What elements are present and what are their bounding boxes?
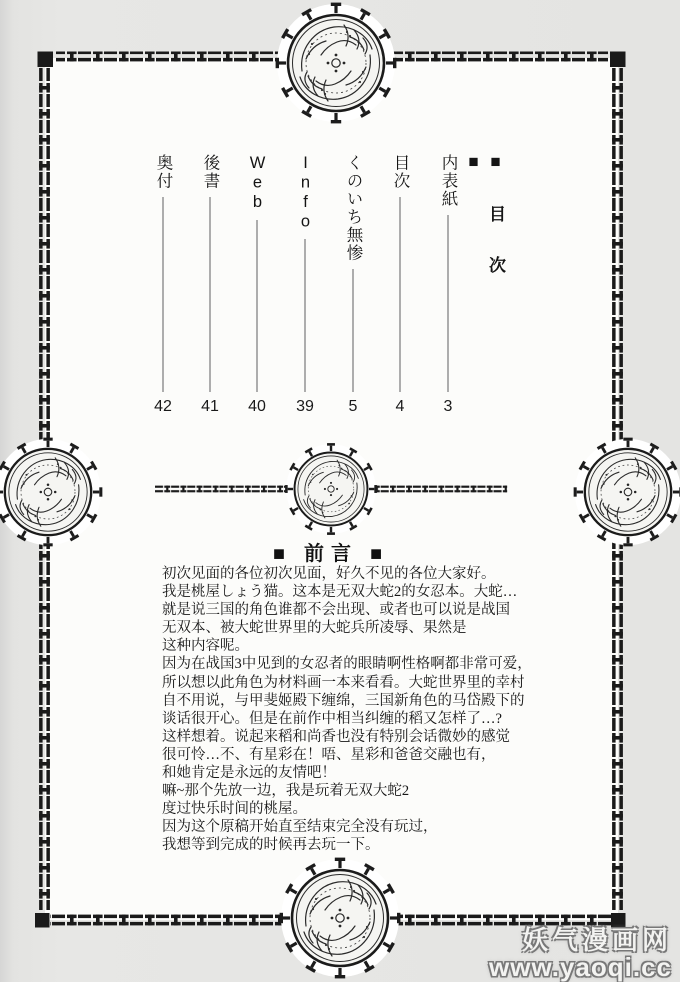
toc-page-number: 40 (248, 398, 266, 415)
site-watermark (489, 927, 672, 980)
toc-entry-web (244, 154, 270, 418)
preface-line: 很可怜…不、有星彩在！唔、星彩和爸爸交融也有， (162, 746, 496, 763)
toc-leader-line (256, 220, 258, 393)
preface-line: 无双本、被大蛇世界里的大蛇兵所凌辱、果然是 (162, 620, 467, 637)
toc-entry-kunoichi (340, 154, 366, 418)
watermark-site-url: www.yaoqi.cc (489, 952, 672, 982)
preface-line: 嘛~那个先放一边，我是玩着无双大蛇2 (162, 783, 410, 800)
preface-line: 就是说三国的角色谁都不会出现、或者也可以说是战国 (162, 602, 510, 619)
preface-line: 所以想以此角色为材料画一本来看看。大蛇世界里的幸村 (162, 674, 525, 691)
preface-text (162, 565, 542, 855)
toc-leader-line (399, 197, 401, 392)
preface-line: 因为这个原稿开始直至结束完全没有玩过， (162, 819, 438, 836)
preface-line: 这样想着。说起来稻和尚香也没有特别会话微妙的感觉 (162, 728, 510, 745)
toc-entry-info (292, 154, 318, 418)
toc-entry-afterword (197, 154, 223, 418)
toc-leader-line (162, 197, 164, 392)
toc-page-number: 39 (296, 398, 314, 415)
toc-entry-colophon (150, 154, 176, 418)
toc-entry-label: くのいち無惨 (344, 154, 362, 262)
toc-entry-label: 目次 (391, 154, 409, 190)
toc-entry-inner-cover (435, 154, 461, 418)
toc-leader-line (447, 215, 449, 392)
preface-line: 自不用说，与甲斐姬殿下缠绵，三国新角色的马岱殿下的 (162, 692, 525, 709)
toc-entry-label: 奥付 (154, 154, 172, 190)
toc-entry-label: Info (296, 154, 315, 232)
watermark-site-name: 妖气漫画网 (521, 925, 672, 955)
preface-line: 我想等到完成的时候再去玩一下。 (162, 837, 380, 854)
toc-leader-line (352, 269, 354, 392)
toc-leader-line (209, 197, 211, 392)
preface-line: 谈话很开心。但是在前作中相当纠缠的稻又怎样了…? (162, 710, 502, 727)
toc-entry-label: Web (248, 154, 267, 213)
toc-page-number: 3 (443, 398, 453, 415)
preface-line: 这种内容呢。 (162, 638, 249, 655)
toc-title: ■目次■ (464, 152, 505, 307)
corner-square-bottom-left (35, 913, 50, 928)
toc-page-number: 41 (201, 398, 219, 415)
preface-title: ■ 前言 ■ (272, 543, 390, 565)
toc-page-number: 5 (348, 398, 358, 415)
toc-leader-line (304, 239, 306, 392)
table-of-contents (0, 0, 680, 460)
toc-entry-contents (387, 154, 413, 418)
preface-line: 初次见面的各位初次见面，好久不见的各位大家好。 (162, 566, 496, 582)
toc-entry-label: 内表紙 (439, 154, 457, 208)
preface-line: 和她肯定是永远的友情吧！ (162, 765, 336, 782)
toc-entry-label: 後書 (201, 154, 219, 190)
preface-line: 因为在战国3中见到的女忍者的眼睛啊性格啊都非常可爱， (162, 656, 532, 673)
preface-line: 我是桃屋しょう猫。这本是无双大蛇2的女忍本。大蛇… (162, 584, 518, 601)
toc-page-number: 42 (154, 398, 172, 415)
toc-page-number: 4 (395, 398, 405, 415)
preface-line: 度过快乐时间的桃屋。 (162, 801, 307, 818)
